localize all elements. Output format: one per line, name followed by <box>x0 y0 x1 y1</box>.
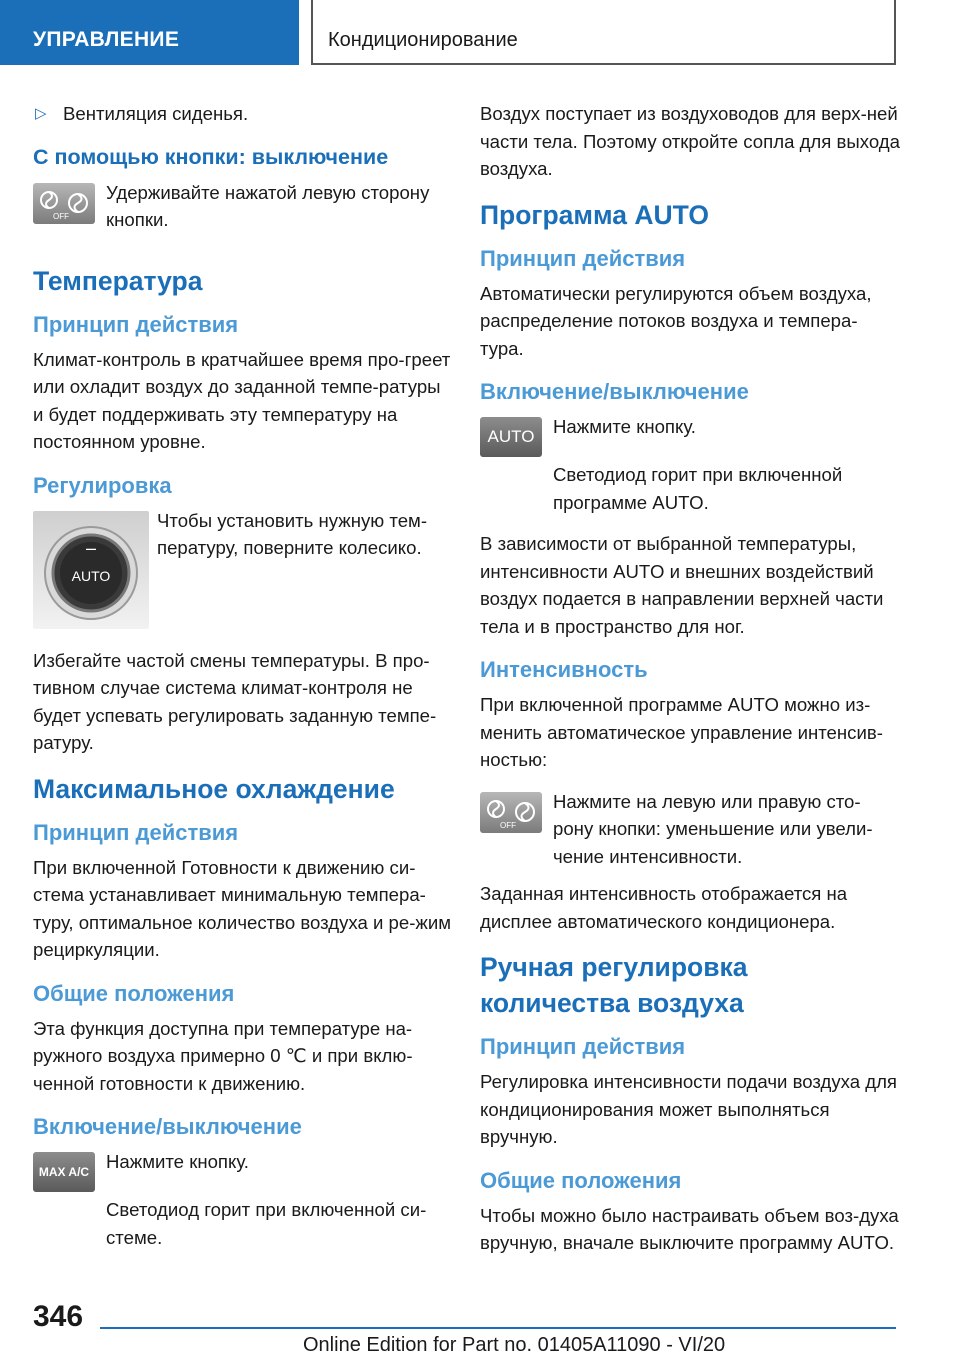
fan-off-button-icon <box>33 183 95 224</box>
footer-divider <box>100 1327 896 1329</box>
heading-principle-2: Принцип действия <box>33 819 239 845</box>
footer-edition: Online Edition for Part no. 01405A11090 - VI/20 <box>303 1334 726 1356</box>
auto-button-icon: AUTO <box>480 417 542 457</box>
heading-intensity: Интенсивность <box>480 657 648 682</box>
page-number: 346 <box>33 1300 84 1333</box>
heading-principle-3: Принцип действия <box>480 245 686 271</box>
onoff2-led: Светодиод горит при включенной программе AUTO. <box>553 464 843 513</box>
button-off-text: Удерживайте нажатой левую сторону кнопки. <box>106 181 430 230</box>
max-ac-button-icon: MAX A/C <box>33 1152 95 1192</box>
heading-principle-4: Принцип действия <box>480 1034 686 1059</box>
right-column <box>480 100 900 1271</box>
principle1-text: Климат-контроль в кратчайшее время про-греет или охладит воздух до заданной темпе-ратуры и будет поддерживать эту температуру на постоянном уровне. <box>33 348 451 452</box>
principle4-text: Регулировка интенсивности подачи воздуха для кондиционирования может выполняться вручную. <box>480 1071 897 1147</box>
section-tab <box>0 0 299 65</box>
chapter-header <box>311 0 896 65</box>
fan-intensity-button-icon <box>480 792 542 833</box>
fan-off-label: OFF <box>500 820 516 830</box>
onoff1-press: Нажмите кнопку. <box>106 1151 249 1172</box>
onoff1-led: Светодиод горит при включенной си-стеме. <box>106 1199 427 1248</box>
heading-max-cooling: Максимальное охлаждение <box>33 773 395 804</box>
bullet-item <box>33 100 453 128</box>
chapter-title: Кондиционирование <box>328 29 518 51</box>
intensity-row <box>480 788 900 871</box>
left-column <box>33 100 453 1265</box>
principle3-text: Автоматически регулируются объем воздуха, распределение потоков воздуха и темпера-тура. <box>480 282 872 359</box>
air-text: Воздух поступает из воздуховодов для верх-ней части тела. Поэтому откройте сопла для выхода воздуха. <box>480 103 900 179</box>
heading-onoff-2: Включение/выключение <box>480 379 749 404</box>
heading-general-2: Общие положения <box>480 1167 682 1193</box>
heading-auto: Программа AUTO <box>480 199 709 230</box>
depend-text: В зависимости от выбранной температуры, интенсивности AUTO и внешних воздействий воздух подается в направлении верхней части тела и в пространство для ног. <box>480 533 884 637</box>
heading-general-1: Общие положения <box>33 980 235 1006</box>
intensity-text: При включенной программе AUTO можно из-менить автоматическое управление интенсив-ностью: <box>480 694 883 770</box>
regulation-row <box>33 507 453 637</box>
button-off-row <box>33 179 453 253</box>
temperature-knob-icon <box>33 511 149 629</box>
bullet-text: Вентиляция сиденья. <box>63 103 249 124</box>
heading-principle-1: Принцип действия <box>33 311 239 337</box>
heading-regulation: Регулировка <box>33 472 172 498</box>
onoff2-press: Нажмите кнопку. <box>553 416 696 437</box>
heading-button-off: С помощью кнопки: выключение <box>33 144 389 169</box>
auto-row <box>480 413 900 487</box>
regulation-text: Чтобы установить нужную тем-пературу, поверните колесико. <box>157 509 428 558</box>
triangle-bullet-icon: ▷ <box>35 105 47 122</box>
knob-minus: – <box>85 537 97 558</box>
avoid-text: Избегайте частой смены температуры. В про-тивном случае система климат-контроля не будет успевать регулировать заданную темпе-ратуру. <box>33 649 437 753</box>
heading-temperature: Температура <box>33 265 203 296</box>
general1-text: Эта функция доступна при температуре на-ружного воздуха примерно 0 ℃ и при вклю-ченной готовности к движению. <box>33 1017 413 1094</box>
heading-manual: Ручная регулировка количества воздуха <box>480 952 748 1018</box>
fan-off-label: OFF <box>53 211 69 221</box>
heading-onoff-1: Включение/выключение <box>33 1114 302 1139</box>
general2-text: Чтобы можно было настраивать объем воз-духа вручную, вначале выключите программу AUTO. <box>480 1204 899 1253</box>
intensity-press: Нажмите на левую или правую сто-рону кнопки: уменьшение или увели-чение интенсивности. <box>553 790 873 867</box>
knob-auto-label: AUTO <box>71 567 111 584</box>
intensity-display: Заданная интенсивность отображается на дисплее автоматического кондиционера. <box>480 883 848 932</box>
max-ac-row <box>33 1148 453 1222</box>
principle2-text: При включенной Готовности к движению си-стема устанавливает минимальную темпера-туру, оптимальное количество воздуха и ре-жим рециркуляции. <box>33 856 452 960</box>
section-title: УПРАВЛЕНИЕ <box>33 28 180 51</box>
